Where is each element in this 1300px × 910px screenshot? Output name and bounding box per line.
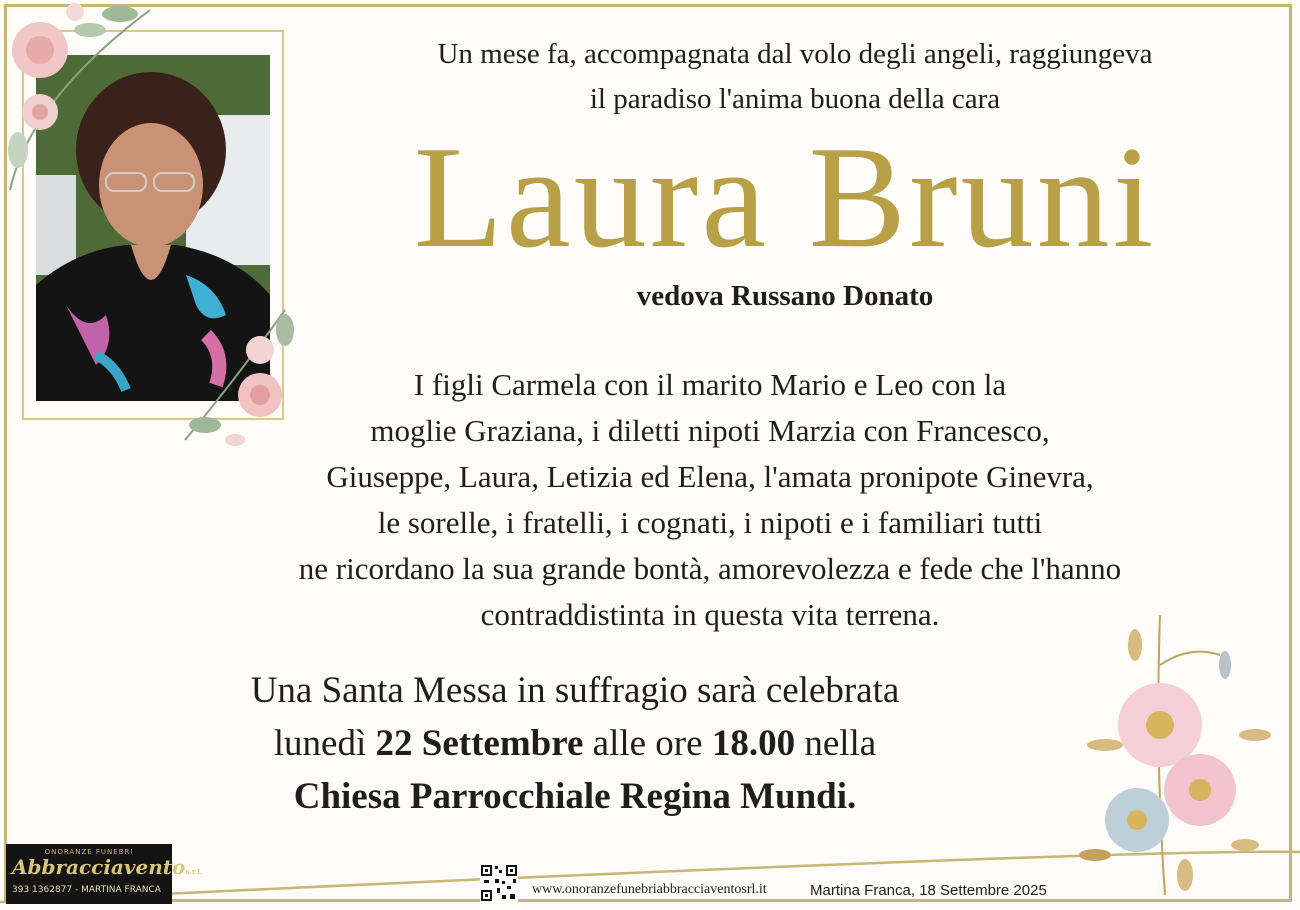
message-line: le sorelle, i fratelli, i cognati, i nipoti e i familiari tutti [377, 505, 1043, 540]
logo-contact: 393 1362877 - MARTINA FRANCA [12, 885, 161, 895]
family-message [130, 362, 1290, 638]
message-line: ne ricordano la sua grande bontà, amorevolezza e fede che l'hanno [298, 551, 1122, 586]
church-name: Chiesa Parrocchiale Regina Mundi. [293, 776, 857, 817]
logo-subtitle: ONORANZE FUNEBRI [44, 848, 134, 856]
mass-announcement [100, 664, 1050, 823]
mass-time: 18.00 [711, 723, 796, 764]
logo-brand-text: Abbracciavento [12, 855, 186, 879]
intro-line-1: Un mese fa, accompagnata dal volo degli angeli, raggiungeva [437, 38, 1153, 70]
message-line: contraddistinta in questa vita terrena. [480, 597, 940, 632]
deceased-name: Laura Bruni [413, 116, 1157, 278]
mass-line-1: Una Santa Messa in suffragio sarà celebrata [250, 670, 900, 711]
intro-line-2: il paradiso l'anima buona della cara [589, 83, 1001, 115]
mass-day: lunedì [273, 723, 367, 764]
message-line: moglie Graziana, i diletti nipoti Marzia con Francesco, [370, 413, 1050, 448]
mass-line-2 [100, 717, 1050, 770]
widow-of-text: vedova Russano Donato [636, 280, 934, 312]
logo-suffix: s.r.l. [185, 867, 203, 876]
logo-brand [12, 855, 203, 883]
message-line: I figli Carmela con il marito Mario e Leo con la [413, 367, 1007, 402]
intro-text [300, 32, 1290, 122]
mass-time-suffix: nella [804, 723, 877, 764]
funeral-home-logo [6, 844, 203, 904]
mass-church [100, 770, 1050, 823]
qr-code-icon[interactable] [480, 864, 518, 902]
message-line: Giuseppe, Laura, Letizia ed Elena, l'amata pronipote Ginevra, [326, 459, 1094, 494]
floral-decoration-bottom-right [1065, 605, 1280, 905]
mass-date: 22 Settembre [375, 723, 584, 764]
floral-decoration-top-left [0, 0, 160, 200]
mass-time-prefix: alle ore [592, 723, 703, 764]
place-and-date: Martina Franca, 18 Settembre 2025 [810, 882, 1047, 899]
website-link[interactable]: www.onoranzefunebriabbracciaventosrl.it [532, 882, 767, 897]
